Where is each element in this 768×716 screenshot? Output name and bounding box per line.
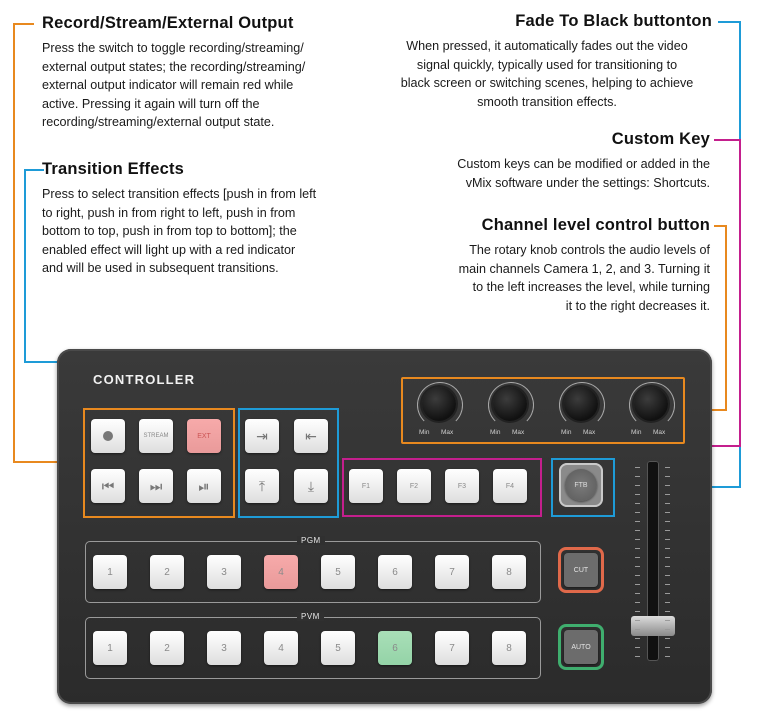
tbar-tick (665, 638, 670, 639)
push-right-icon: ⇥ (256, 427, 268, 444)
play-pause-icon: ⏯ (198, 477, 210, 494)
pgm-label: PGM (297, 536, 325, 545)
pvm-button-8[interactable]: 8 (492, 631, 526, 665)
ftb-line: smooth transition effects. (477, 94, 617, 109)
transition-line: to right, push in from right to left, push in from (42, 205, 296, 220)
tbar-tick (635, 629, 640, 630)
knob-camera-2[interactable] (493, 387, 527, 421)
tbar-tick (665, 467, 670, 468)
next-button[interactable] (139, 469, 173, 503)
tbar-tick (635, 656, 640, 657)
channel-line: to the left increases the level, while turning (472, 280, 710, 294)
record-annotation (42, 14, 305, 132)
tbar-tick (665, 512, 670, 513)
f1-button[interactable]: F1 (349, 469, 383, 503)
tbar-tick (635, 503, 640, 504)
tbar-tick (635, 611, 640, 612)
knob-min-label: Min (631, 429, 642, 436)
tbar-tick (635, 557, 640, 558)
brand-label: CONTROLLER (93, 372, 196, 387)
prev-button[interactable] (91, 469, 125, 503)
pgm-button-6[interactable]: 6 (378, 555, 412, 589)
pgm-button-8[interactable]: 8 (492, 555, 526, 589)
ftb-button[interactable]: FTB (565, 469, 597, 501)
ftb-line: black screen or switching scenes, helping to achieve (400, 76, 694, 90)
pvm-label: PVM (297, 612, 324, 621)
tbar-handle[interactable] (631, 616, 675, 636)
transition-line: enabled effect will light up with a red indicator (42, 242, 296, 257)
tbar-tick (635, 539, 640, 540)
push-down-button[interactable] (294, 469, 328, 503)
ftb-annotation-text (382, 37, 712, 111)
tbar-tick (635, 530, 640, 531)
knob-channel-4[interactable] (634, 387, 668, 421)
knob-min-label: Min (419, 429, 430, 436)
tbar-tick (665, 593, 670, 594)
channel-line: main channels Camera 1, 2, and 3. Turning it (458, 261, 710, 276)
knob-camera-3[interactable] (564, 387, 598, 421)
ftb-annotation-title: Fade To Black buttonton (515, 12, 712, 30)
skip-back-icon: ⏮ (101, 477, 115, 494)
transition-line: Press to select transition effects [push in from left (42, 187, 317, 201)
tbar-tick (635, 602, 640, 603)
channel-line: it to the right decreases it. (565, 298, 710, 313)
f2-button[interactable]: F2 (397, 469, 431, 503)
pgm-button-5[interactable]: 5 (321, 555, 355, 589)
ftb-line: When pressed, it automatically fades out the video (406, 39, 688, 53)
transition-annotation (42, 160, 316, 278)
tbar-tick (635, 584, 640, 585)
auto-button[interactable]: AUTO (564, 630, 598, 664)
tbar-tick (665, 494, 670, 495)
skip-forward-icon: ⏭ (149, 477, 163, 494)
tbar-tick (665, 539, 670, 540)
transition-annotation-title: Transition Effects (42, 160, 185, 178)
tbar-tick (635, 494, 640, 495)
pgm-button-1[interactable]: 1 (93, 555, 127, 589)
tbar-tick (635, 647, 640, 648)
knob-camera-1[interactable] (422, 387, 456, 421)
tbar-tick (665, 521, 670, 522)
cut-button[interactable]: CUT (564, 553, 598, 587)
push-right-button[interactable] (245, 419, 279, 453)
record-line: external output indicator will remain red while (42, 78, 294, 92)
tbar-tick (635, 620, 640, 621)
record-dot-icon (103, 431, 113, 441)
f4-button[interactable]: F4 (493, 469, 527, 503)
push-left-button[interactable] (294, 419, 328, 453)
knob-max-label: Max (653, 429, 666, 436)
tbar-tick (635, 467, 640, 468)
tbar-tick (635, 638, 640, 639)
push-up-icon: ⤒ (258, 477, 266, 494)
tbar-tick (635, 566, 640, 567)
f3-button[interactable]: F3 (445, 469, 479, 503)
tbar-tick (665, 656, 670, 657)
tbar-tick (665, 584, 670, 585)
controller-device (57, 349, 712, 704)
tbar-tick (665, 611, 670, 612)
tbar-tick (635, 485, 640, 486)
tbar-tick (665, 503, 670, 504)
knob-max-label: Max (512, 429, 525, 436)
tbar-tick (665, 575, 670, 576)
pgm-button-7[interactable]: 7 (435, 555, 469, 589)
tbar-tick (665, 548, 670, 549)
record-line: recording/streaming/external output state. (42, 115, 275, 129)
tbar-tick (665, 629, 670, 630)
tbar-tick (665, 557, 670, 558)
record-line: active. Pressing it again will turn off the (42, 96, 260, 111)
tbar-tick (635, 575, 640, 576)
push-down-icon: ⤓ (307, 477, 315, 494)
ext-button[interactable]: EXT (187, 419, 221, 453)
channel-annotation-title: Channel level control button (481, 216, 710, 234)
pgm-button-3[interactable]: 3 (207, 555, 241, 589)
push-left-icon: ⇤ (305, 427, 317, 444)
pvm-button-5[interactable]: 5 (321, 631, 355, 665)
pvm-button-1[interactable]: 1 (93, 631, 127, 665)
pvm-button-2[interactable]: 2 (150, 631, 184, 665)
tbar-tick (635, 521, 640, 522)
channel-annotation-text (390, 241, 710, 315)
tbar-tick (665, 602, 670, 603)
pvm-button-4[interactable]: 4 (264, 631, 298, 665)
push-up-button[interactable] (245, 469, 279, 503)
tbar-tick (635, 476, 640, 477)
channel-annotation (390, 216, 710, 315)
custom-key-line: Custom keys can be modified or added in the (457, 157, 710, 171)
pvm-button-7[interactable]: 7 (435, 631, 469, 665)
record-annotation-title: Record/Stream/External Output (42, 14, 294, 32)
channel-line: The rotary knob controls the audio levels of (469, 243, 710, 257)
ftb-line: signal quickly, typically used for transitioning to (416, 57, 678, 72)
tbar-tick (665, 485, 670, 486)
pgm-button-4-active[interactable]: 4 (264, 555, 298, 589)
pgm-button-2[interactable]: 2 (150, 555, 184, 589)
ftb-annotation (382, 12, 712, 111)
tbar-tick (665, 566, 670, 567)
custom-key-line: vMix software under the settings: Shortcuts. (465, 175, 710, 190)
tbar-tick (665, 647, 670, 648)
custom-key-annotation-title: Custom Key (611, 130, 710, 148)
transition-line: bottom to top, push in from top to bottom]; the (42, 224, 297, 238)
tbar-tick (635, 593, 640, 594)
tbar-tick (665, 476, 670, 477)
knob-max-label: Max (583, 429, 596, 436)
transition-annotation-text (42, 185, 316, 278)
record-button[interactable] (91, 419, 125, 453)
record-line: Press the switch to toggle recording/streaming/ (42, 41, 304, 55)
custom-key-annotation (410, 130, 710, 192)
tbar-tick (665, 530, 670, 531)
knob-max-label: Max (441, 429, 454, 436)
knob-min-label: Min (561, 429, 572, 436)
knob-min-label: Min (490, 429, 501, 436)
tbar-tick (665, 620, 670, 621)
transition-line: and will be used in subsequent transitions. (42, 261, 279, 275)
record-annotation-text (42, 39, 305, 132)
stream-button[interactable]: STREAM (139, 419, 173, 453)
tbar-tick (635, 512, 640, 513)
tbar-tick (635, 548, 640, 549)
play-pause-button[interactable] (187, 469, 221, 503)
pvm-button-3[interactable]: 3 (207, 631, 241, 665)
custom-key-annotation-text (410, 155, 710, 192)
pvm-button-6-active[interactable]: 6 (378, 631, 412, 665)
record-line: external output states; the recording/streaming/ (42, 59, 306, 74)
